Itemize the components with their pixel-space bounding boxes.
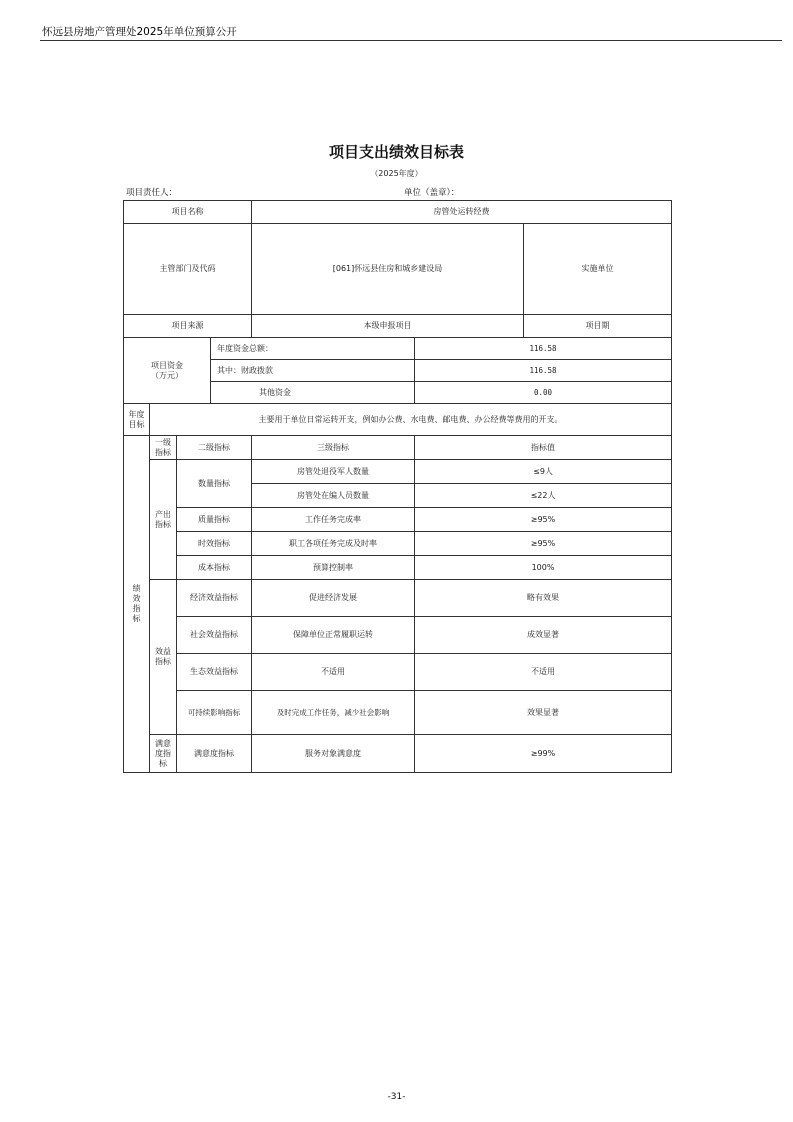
social-value: 成效显著 xyxy=(415,617,672,654)
table-row xyxy=(124,315,672,338)
annual-goal-label: 年度 目标 xyxy=(124,404,150,436)
source-label: 项目来源 xyxy=(124,315,252,338)
economic-indicators-label: 经济效益指标 xyxy=(177,580,252,617)
satisfaction-sub-label: 满意度指标 xyxy=(177,735,252,773)
benefit-indicators-label: 效益 指标 xyxy=(150,580,177,735)
performance-target-table xyxy=(123,200,672,773)
col-level3-header: 三级指标 xyxy=(252,436,415,460)
output-indicators-label: 产出 指标 xyxy=(150,460,177,580)
quality-indicator: 工作任务完成率 xyxy=(252,508,415,532)
quantity-value-2: ≤22人 xyxy=(415,484,672,508)
table-row xyxy=(124,617,672,654)
performance-indicators-label: 绩 效 指 标 xyxy=(124,436,150,773)
source-value: 本级申报项目 xyxy=(252,315,524,338)
economic-indicator: 促进经济发展 xyxy=(252,580,415,617)
period-label: 项目期 xyxy=(524,315,672,338)
table-row xyxy=(124,404,672,436)
satisfaction-indicators-label: 满意 度指 标 xyxy=(150,735,177,773)
table-row xyxy=(124,436,672,460)
sustainability-indicator: 及时完成工作任务，减少社会影响 xyxy=(252,691,415,735)
table-row xyxy=(124,580,672,617)
quantity-indicators-label: 数量指标 xyxy=(177,460,252,508)
table-row xyxy=(124,691,672,735)
table-row xyxy=(124,460,672,484)
social-indicator: 保障单位正常履职运转 xyxy=(252,617,415,654)
satisfaction-indicator: 服务对象满意度 xyxy=(252,735,415,773)
document-header: 怀远县房地产管理处2025年单位预算公开 xyxy=(42,26,237,38)
funds-other-value: 0.00 xyxy=(415,382,672,404)
page-title: 项目支出绩效目标表 xyxy=(328,143,464,161)
unit-seal-label: 单位（盖章）： xyxy=(404,188,460,198)
quality-value: ≥95% xyxy=(415,508,672,532)
satisfaction-value: ≥99% xyxy=(415,735,672,773)
fiscal-year: （2025年度） xyxy=(370,169,423,178)
cost-value: 100% xyxy=(415,556,672,580)
table-row xyxy=(124,735,672,773)
quality-indicators-label: 质量指标 xyxy=(177,508,252,532)
impl-unit-label: 实施单位 xyxy=(524,224,672,315)
quantity-indicator-2: 房管处在编人员数量 xyxy=(252,484,415,508)
funds-total-label: 年度资金总额： xyxy=(211,338,415,360)
table-row xyxy=(124,508,672,532)
time-indicators-label: 时效指标 xyxy=(177,532,252,556)
annual-goal-text: 主要用于单位日常运转开支，例如办公费、水电费、邮电费、办公经费等费用的开支。 xyxy=(150,404,672,436)
time-value: ≥95% xyxy=(415,532,672,556)
table-row xyxy=(124,338,672,360)
quantity-indicator-1: 房管处退役军人数量 xyxy=(252,460,415,484)
sustainability-value: 效果显著 xyxy=(415,691,672,735)
time-indicator: 职工各项任务完成及时率 xyxy=(252,532,415,556)
table-row xyxy=(124,654,672,691)
table-row xyxy=(124,201,672,224)
table-row xyxy=(124,224,672,315)
dept-label: 主管部门及代码 xyxy=(124,224,252,315)
header-divider xyxy=(40,40,782,41)
responsible-person-label: 项目责任人： xyxy=(126,188,178,198)
project-name-value: 房管处运转经费 xyxy=(252,201,672,224)
economic-value: 略有效果 xyxy=(415,580,672,617)
cost-indicator: 预算控制率 xyxy=(252,556,415,580)
project-name-label: 项目名称 xyxy=(124,201,252,224)
col-level1-header: 一级 指标 xyxy=(150,436,177,460)
funds-fiscal-value: 116.58 xyxy=(415,360,672,382)
sustainability-indicators-label: 可持续影响指标 xyxy=(177,691,252,735)
col-level2-header: 二级指标 xyxy=(177,436,252,460)
funds-total-value: 116.58 xyxy=(415,338,672,360)
dept-value: [061]怀远县住房和城乡建设局 xyxy=(252,224,524,315)
col-value-header: 指标值 xyxy=(415,436,672,460)
social-indicators-label: 社会效益指标 xyxy=(177,617,252,654)
ecology-indicator: 不适用 xyxy=(252,654,415,691)
funds-label: 项目资金 （万元） xyxy=(124,338,211,404)
cost-indicators-label: 成本指标 xyxy=(177,556,252,580)
page-number: -31- xyxy=(387,1092,406,1102)
ecology-value: 不适用 xyxy=(415,654,672,691)
quantity-value-1: ≤9人 xyxy=(415,460,672,484)
table-row xyxy=(124,556,672,580)
funds-fiscal-label: 其中：财政拨款 xyxy=(211,360,415,382)
funds-other-label: 其他资金 xyxy=(211,382,415,404)
table-row xyxy=(124,532,672,556)
ecology-indicators-label: 生态效益指标 xyxy=(177,654,252,691)
